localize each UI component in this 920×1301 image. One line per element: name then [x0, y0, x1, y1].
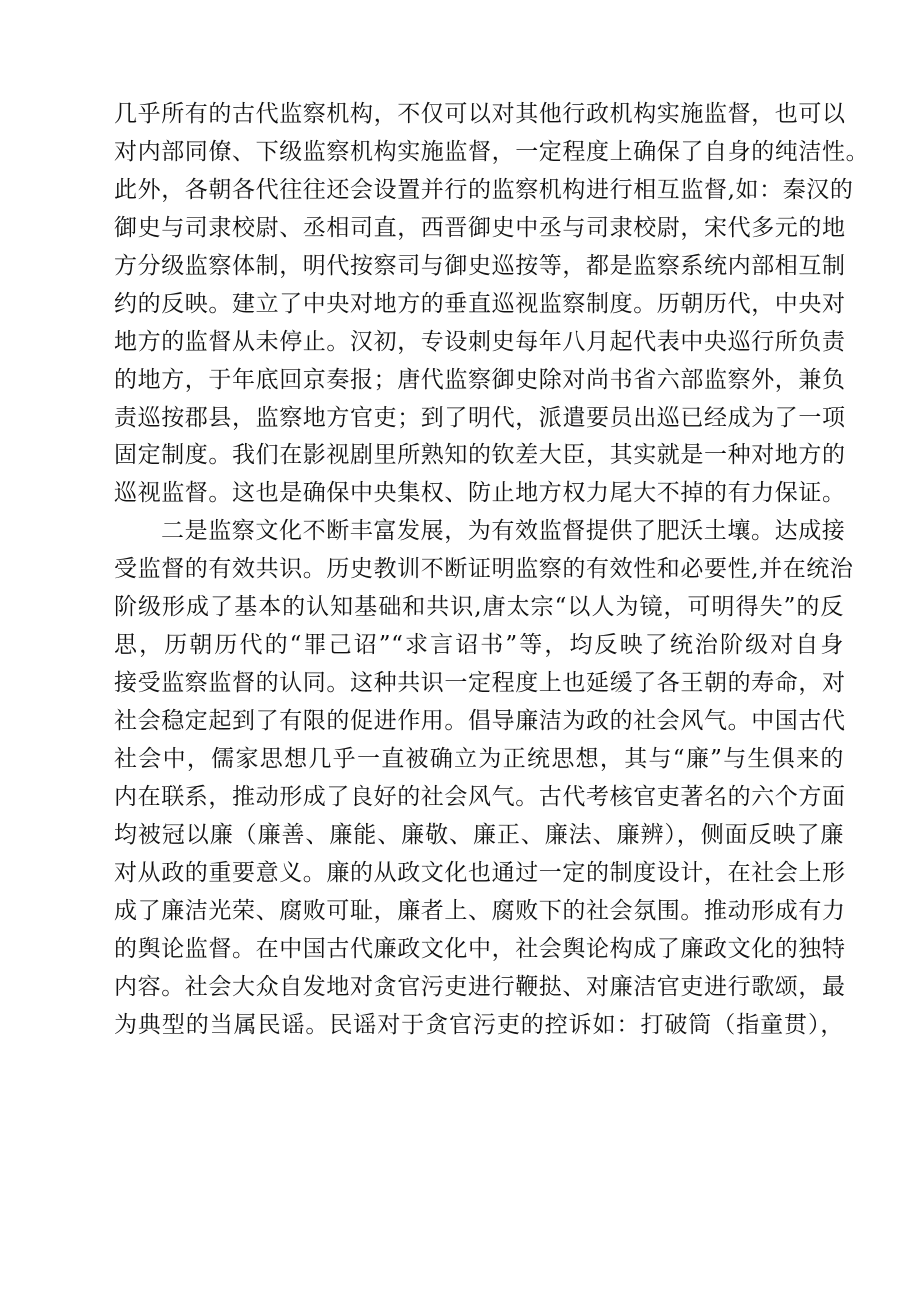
text-line: 接受监察监督的认同。这种共识一定程度上也延缓了各王朝的寿命，对 — [114, 670, 846, 697]
paragraph-start-line: 二是监察文化不断丰富发展，为有效监督提供了肥沃土壤。达成接 — [161, 518, 846, 545]
text-line: 受监督的有效共识。历史教训不断证明监察的有效性和必要性,并在统治 — [114, 556, 854, 583]
text-line: 几乎所有的古代监察机构，不仅可以对其他行政机构实施监督，也可以 — [114, 101, 846, 127]
text-line: 的地方，于年底回京奏报；唐代监察御史除对尚书省六部监察外，兼负 — [114, 366, 846, 393]
text-line: 对内部同僚、下级监察机构实施监督，一定程度上确保了自身的纯洁性。 — [114, 138, 870, 165]
text-line: 巡视监督。这也是确保中央集权、防止地方权力尾大不掉的有力保证。 — [114, 480, 846, 507]
text-line: 的舆论监督。在中国古代廉政文化中，社会舆论构成了廉政文化的独特 — [114, 935, 846, 962]
text-line: 社会稳定起到了有限的促进作用。倡导廉洁为政的社会风气。中国古代 — [114, 708, 846, 734]
text-line: 内容。社会大众自发地对贪官污吏进行鞭挞、对廉洁官吏进行歌颂，最 — [114, 973, 846, 1000]
text-line: 阶级形成了基本的认知基础和共识,唐太宗“以人为镜，可明得失”的反 — [114, 594, 844, 621]
text-line: 地方的监督从未停止。汉初，专设刺史每年八月起代表中央巡行所负责 — [114, 328, 846, 355]
text-line: 社会中，儒家思想几乎一直被确立为正统思想，其与“廉”与生俱来的 — [114, 745, 844, 772]
text-line: 对从政的重要意义。廉的从政文化也通过一定的制度设计，在社会上形 — [114, 859, 846, 886]
text-line: 此外，各朝各代往往还会设置并行的监察机构进行相互监督,如：秦汉的 — [114, 176, 854, 203]
text-line: 成了廉洁光荣、腐败可耻，廉者上、腐败下的社会氛围。推动形成有力 — [114, 897, 846, 924]
text-line: 思，历朝历代的“罪己诏”“求言诏书”等，均反映了统治阶级对自身 — [114, 632, 844, 659]
text-line: 约的反映。建立了中央对地方的垂直巡视监察制度。历朝历代，中央对 — [114, 290, 846, 317]
text-line: 内在联系，推动形成了良好的社会风气。古代考核官吏著名的六个方面 — [114, 783, 846, 810]
text-line: 责巡按郡县，监察地方官吏；到了明代，派遣要员出巡已经成为了一项 — [114, 404, 846, 431]
text-line: 御史与司隶校尉、丞相司直，西晋御史中丞与司隶校尉，宋代多元的地 — [114, 214, 846, 241]
text-line: 均被冠以廉（廉善、廉能、廉敬、廉正、廉法、廉辨），侧面反映了廉 — [114, 821, 844, 848]
body-text — [114, 96, 870, 1044]
text-line: 为典型的当属民谣。民谣对于贪官污吏的控诉如：打破筒（指童贯）， — [114, 1011, 844, 1038]
text-line: 方分级监察体制，明代按察司与御史巡按等，都是监察系统内部相互制 — [114, 252, 846, 279]
text-line: 固定制度。我们在影视剧里所熟知的钦差大臣，其实就是一种对地方的 — [114, 442, 846, 469]
